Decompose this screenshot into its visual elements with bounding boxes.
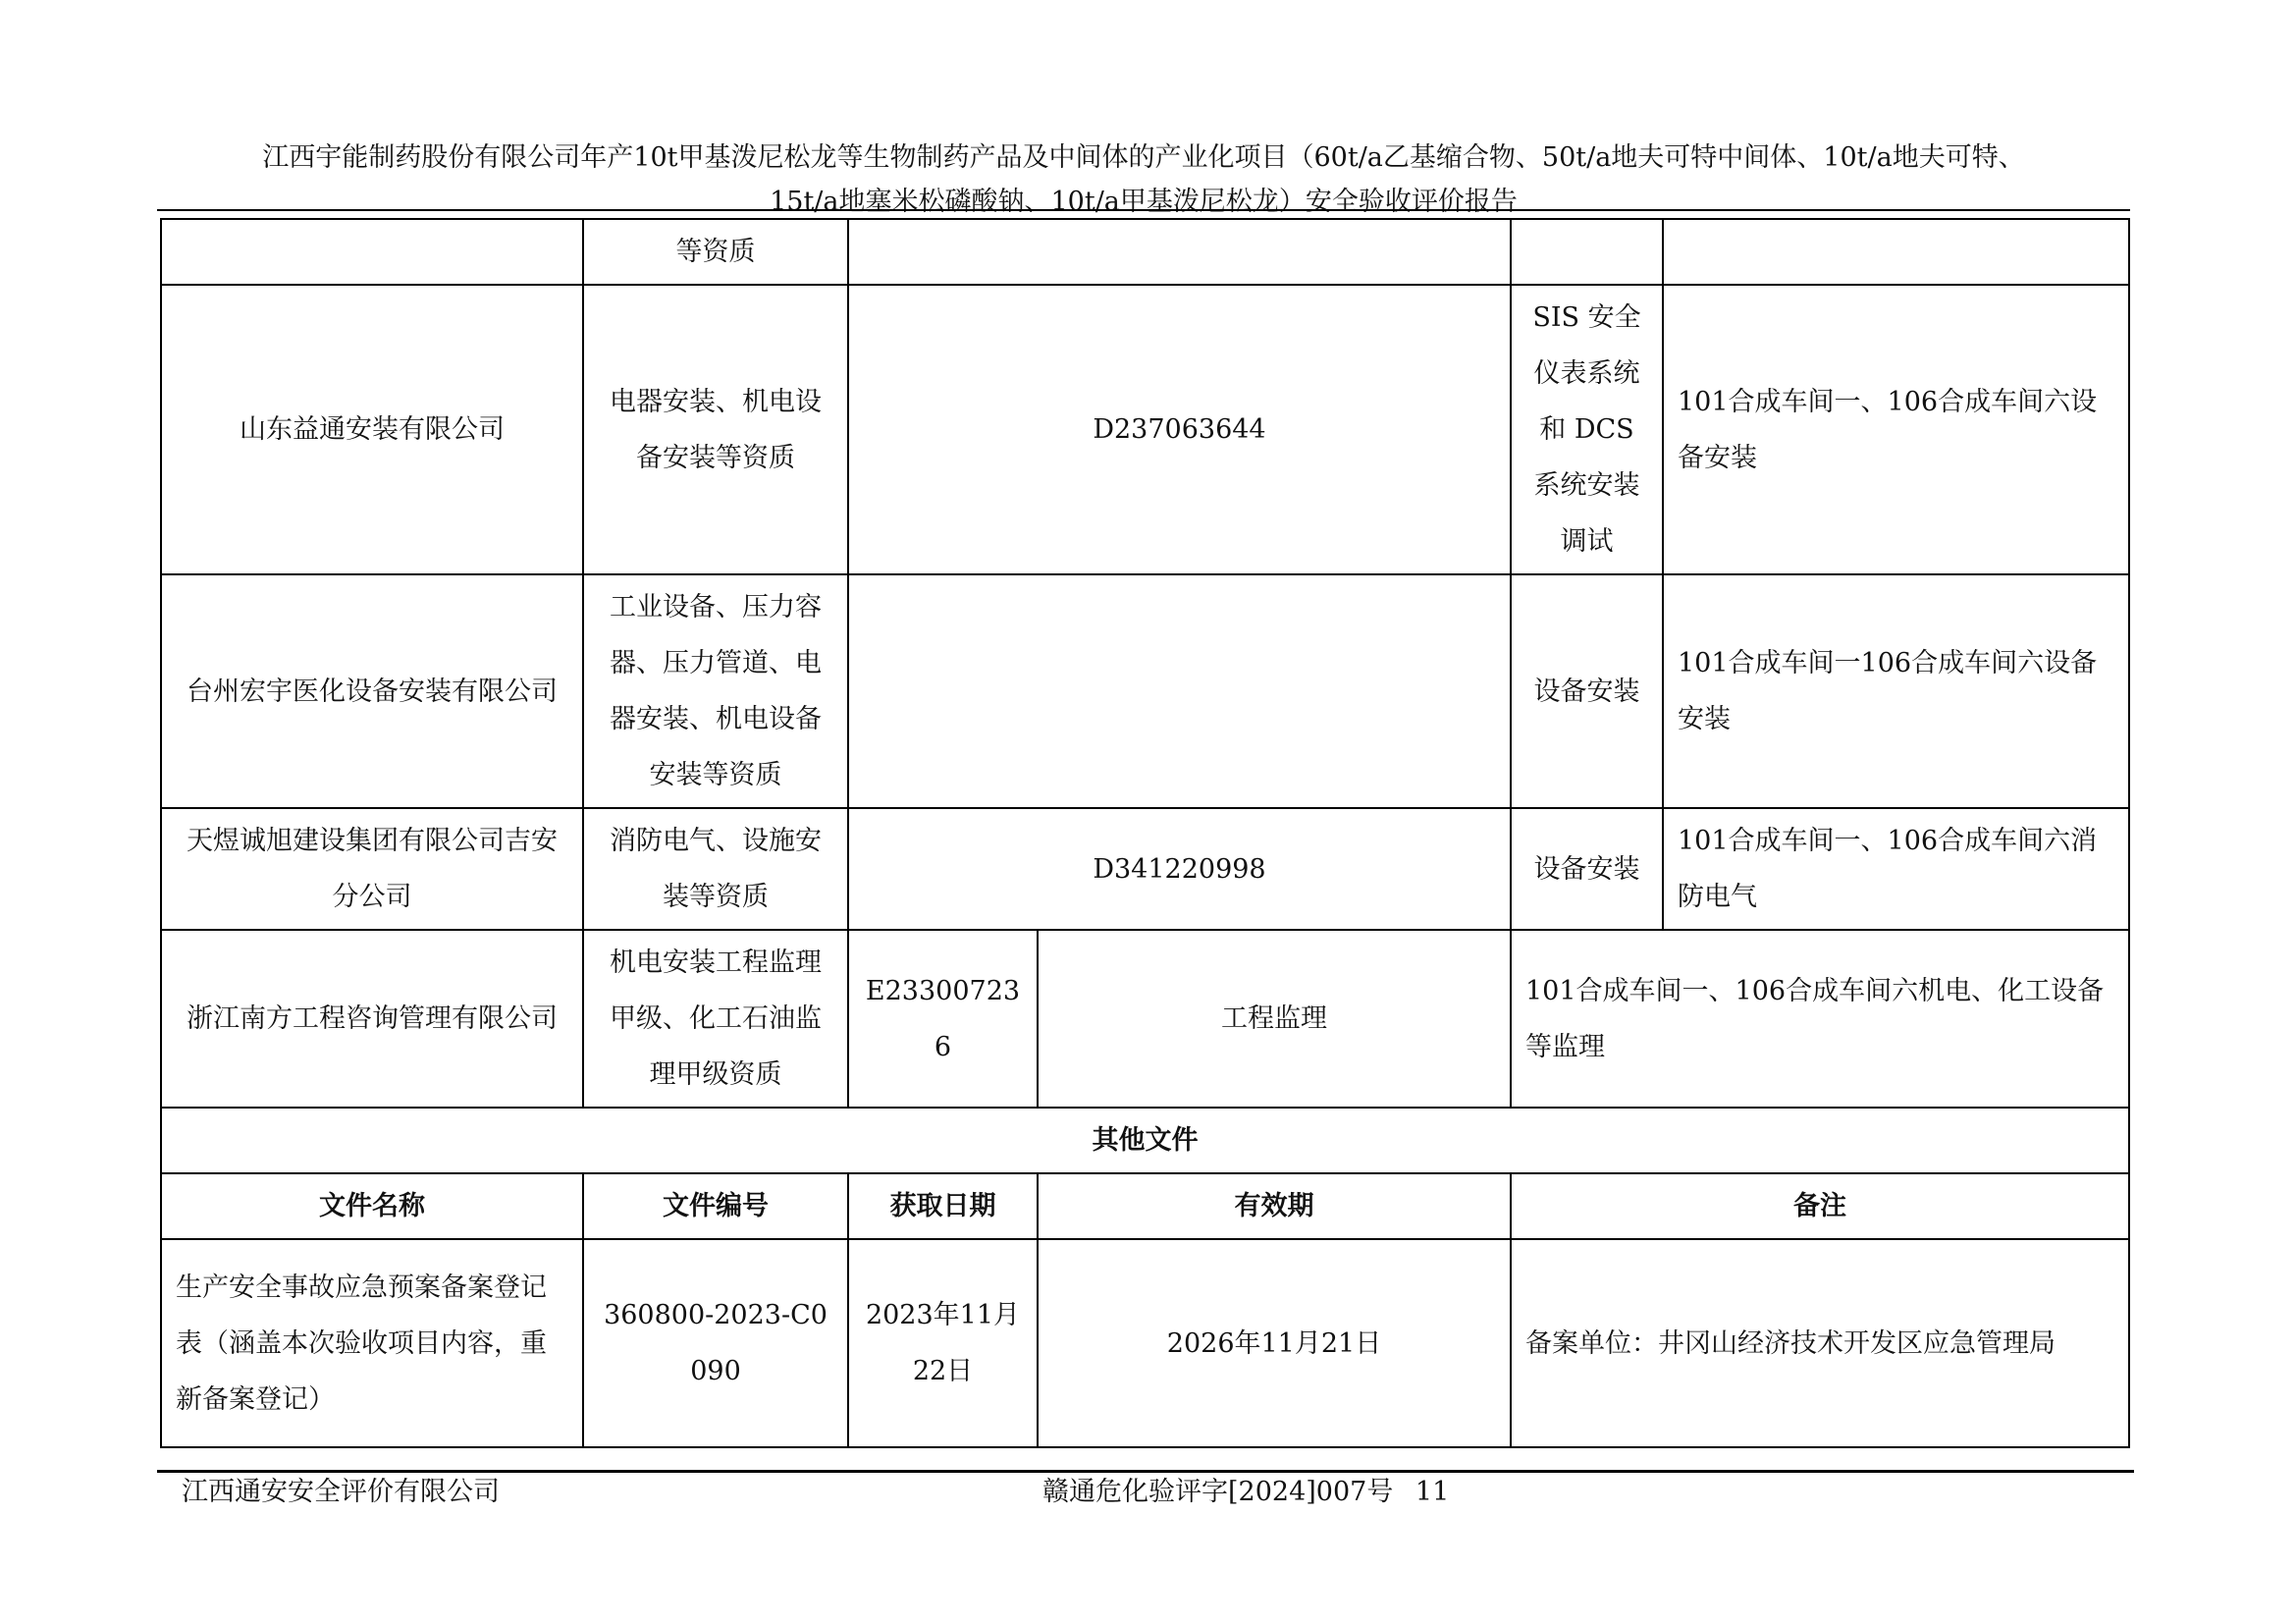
table-row [161,808,2129,930]
column-header-file-number: 文件编号 [583,1173,848,1239]
qualification-cell: 电器安装、机电设备安装等资质 [583,285,848,574]
qualification-cell: 工业设备、压力容器、压力管道、电器安装、机电设备安装等资质 [583,574,848,808]
header-rule [157,209,2130,211]
footer-report-number [1042,1473,1449,1512]
certificate-cell [848,219,1511,285]
scope-cell: 设备安装 [1511,574,1663,808]
remark-cell: 101合成车间一、106合成车间六机电、化工设备等监理 [1511,930,2129,1108]
section-title: 其他文件 [161,1108,2129,1173]
qualification-cell: 等资质 [583,219,848,285]
company-cell: 浙江南方工程咨询管理有限公司 [161,930,583,1108]
table-row [161,1108,2129,1173]
header-title-line-2: 15t/a地塞米松磷酸钠、10t/a甲基泼尼松龙）安全验收评价报告 [770,187,1518,217]
certificate-cell: D237063644 [848,285,1511,574]
page-number: 11 [1415,1477,1450,1507]
scope-cell: SIS 安全仪表系统和 DCS 系统安装调试 [1511,285,1663,574]
table-row [161,930,2129,1108]
file-name-cell: 生产安全事故应急预案备案登记表（涵盖本次验收项目内容，重新备案登记） [161,1239,583,1447]
company-cell: 天煜诚旭建设集团有限公司吉安分公司 [161,808,583,930]
certificate-cell [848,574,1511,808]
company-cell: 台州宏宇医化设备安装有限公司 [161,574,583,808]
file-note-cell: 备案单位：井冈山经济技术开发区应急管理局 [1511,1239,2129,1447]
units-and-files-table [160,218,2130,1448]
company-cell: 山东益通安装有限公司 [161,285,583,574]
column-header-note: 备注 [1511,1173,2129,1239]
table-row [161,285,2129,574]
remark-cell: 101合成车间一106合成车间六设备安装 [1663,574,2129,808]
company-cell [161,219,583,285]
scope-cell: 设备安装 [1511,808,1663,930]
qualification-cell: 消防电气、设施安装等资质 [583,808,848,930]
header-title-line-1: 江西宇能制药股份有限公司年产10t甲基泼尼松龙等生物制药产品及中间体的产业化项目（60t/a乙基缩合物、50t/a地夫可特中间体、10t/a地夫可特、 [262,142,2025,173]
scope-cell: 工程监理 [1038,930,1511,1108]
qualification-cell: 机电安装工程监理甲级、化工石油监理甲级资质 [583,930,848,1108]
file-validity-cell: 2026年11月21日 [1038,1239,1511,1447]
remark-cell: 101合成车间一、106合成车间六消防电气 [1663,808,2129,930]
scope-cell [1511,219,1663,285]
remark-cell: 101合成车间一、106合成车间六设备安装 [1663,285,2129,574]
footer-company: 江西通安安全评价有限公司 [182,1477,500,1507]
certificate-cell: E233007236 [848,930,1038,1108]
certificate-cell: D341220998 [848,808,1511,930]
column-header-date: 获取日期 [848,1173,1038,1239]
column-header-validity: 有效期 [1038,1173,1511,1239]
file-date-cell: 2023年11月22日 [848,1239,1038,1447]
table-row [161,574,2129,808]
remark-cell [1663,219,2129,285]
file-number-cell: 360800-2023-C0090 [583,1239,848,1447]
column-header-file-name: 文件名称 [161,1173,583,1239]
table-header-row [161,1173,2129,1239]
table-row [161,1239,2129,1447]
table-row [161,219,2129,285]
report-number-text: 赣通危化验评字[2024]007号 [1042,1477,1394,1507]
